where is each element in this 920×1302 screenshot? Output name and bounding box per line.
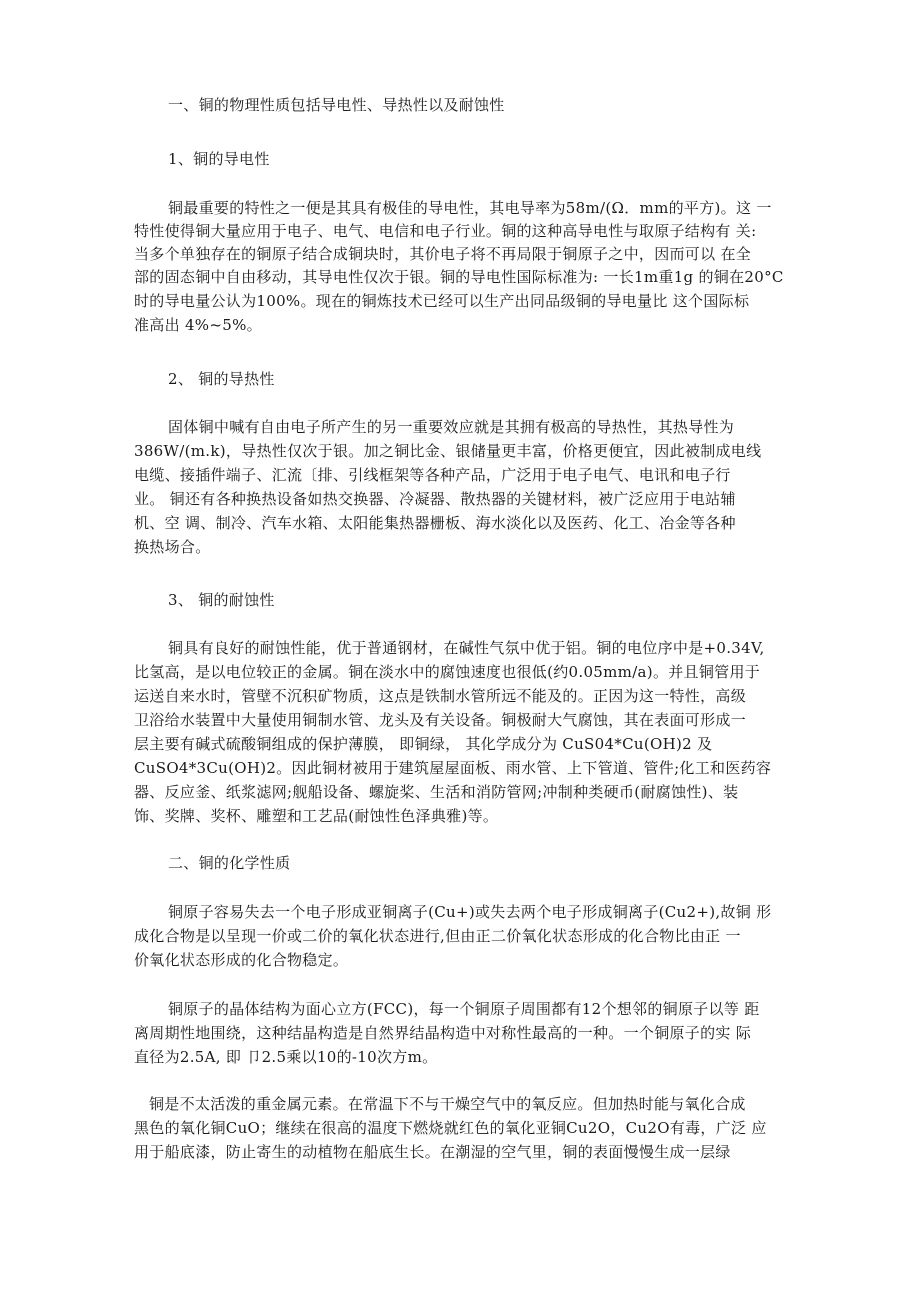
paragraph-line: 运送自来水时，管壁不沉积矿物质，这点是铁制水管所远不能及的。正因为这一特性，高级 (134, 687, 747, 705)
paragraph-line: 时的导电量公认为100%。现在的铜炼技术已经可以生产出同品级铜的导电量比 这个国际标 (134, 292, 750, 310)
subsection-conductivity-heading: 1、铜的导电性 (168, 150, 270, 168)
paragraph-line: 准高出 4%~5%。 (134, 316, 262, 334)
section-1-heading: 一、铜的物理性质包括导电性、导热性以及耐蚀性 (168, 96, 505, 114)
paragraph-line: 铜是不太活泼的重金属元素。在常温下不与干燥空气中的氧反应。但加热时能与氧化合成 (149, 1095, 746, 1113)
paragraph-line: 电缆、接插件端子、汇流〔排、引线框架等各种产品，广泛用于电子电气、电讯和电子行 (134, 466, 731, 484)
paragraph-line: 器、反应釜、纸浆滤网;舰船设备、螺旋桨、生活和消防管网;冲制种类硬币(耐腐蚀性)、装 (134, 783, 739, 801)
paragraph-line: 部的固态铜中自由移动，其导电性仅次于银。铜的导电性国际标准为: 一长1m重1g 的铜在20°C (134, 268, 784, 286)
paragraph-line: 业。 铜还有各种换热设备如热交换器、冷凝器、散热器的关键材料，被广泛应用于电站辅 (134, 490, 736, 508)
paragraph-line: CuSO4*3Cu(OH)2。因此铜材被用于建筑屋屋面板、雨水管、上下管道、管件;化工和医药容 (134, 759, 772, 777)
paragraph-line: 特性使得铜大量应用于电子、电气、电信和电子行业。铜的这种高导电性与取原子结构有 关: (134, 222, 757, 240)
subsection-thermal-heading: 2、 铜的导热性 (168, 370, 275, 388)
subsection-corrosion-heading: 3、 铜的耐蚀性 (168, 591, 275, 609)
paragraph-line: 当多个单独存在的铜原子结合成铜块时，其价电子将不再局限于铜原子之中，因而可以 在全 (134, 245, 752, 263)
paragraph-line: 比氢高，是以电位较正的金属。铜在淡水中的腐蚀速度也很低(约0.05mm/a)。并且铜管用于 (134, 663, 761, 681)
section-2-heading: 二、铜的化学性质 (168, 854, 291, 872)
paragraph-line: 层主要有碱式硫酸铜组成的保护薄膜， 即铜绿， 其化学成分为 CuS04*Cu(OH)2 及 (134, 735, 713, 753)
paragraph-line: 386W/(m.k)，导热性仅次于银。加之铜比金、银储量更丰富，价格更便宜，因此被制成电线 (134, 442, 762, 460)
paragraph-line: 用于船底漆，防止寄生的动植物在船底生长。在潮湿的空气里，铜的表面慢慢生成一层绿 (134, 1143, 731, 1161)
paragraph-line: 固体铜中喊有自由电子所产生的另一重要效应就是其拥有极高的导热性，其热导性为 (168, 418, 735, 436)
paragraph-line: 铜最重要的特性之一便是其具有极佳的导电性，其电导率为58m/(Ω．mm的平方)。这 一 (168, 199, 772, 217)
paragraph-line: 卫浴给水装置中大量使用铜制水管、龙头及有关设备。铜极耐大气腐蚀，其在表面可形成一 (134, 711, 747, 729)
paragraph-line: 机、空 调、制冷、汽车水箱、太阳能集热器栅板、海水淡化以及医药、化工、冶金等各种 (134, 514, 736, 532)
paragraph-line: 黑色的氧化铜CuO；继续在很高的温度下燃烧就红色的氧化亚铜Cu2O，Cu2O有毒，广泛 应 (134, 1119, 767, 1137)
paragraph-line: 换热场合。 (134, 538, 211, 556)
paragraph-line: 直径为2.5A, 即 卩2.5乘以10的-10次方m。 (134, 1048, 438, 1066)
paragraph-line: 成化合物是以呈现一价或二价的氧化状态进行,但由正二价氧化状态形成的化合物比由正 一 (134, 927, 741, 945)
paragraph-line: 铜原子容易失去一个电子形成亚铜离子(Cu+)或失去两个电子形成铜离子(Cu2+),故铜 形 (168, 903, 772, 921)
paragraph-line: 铜原子的晶体结构为面心立方(FCC)，每一个铜原子周围都有12个想邻的铜原子以等 距 (168, 1000, 760, 1018)
paragraph-line: 价氧化状态形成的化合物稳定。 (134, 951, 349, 969)
paragraph-line: 铜具有良好的耐蚀性能，优于普通钢材，在碱性气氛中优于铝。铜的电位序中是+0.34V, (168, 639, 765, 657)
paragraph-line: 饰、奖牌、奖杯、雕塑和工艺品(耐蚀性色泽典雅)等。 (134, 807, 499, 825)
paragraph-line: 离周期性地围绕，这种结晶构造是自然界结晶构造中对称性最高的一种。一个铜原子的实 际 (134, 1024, 752, 1042)
